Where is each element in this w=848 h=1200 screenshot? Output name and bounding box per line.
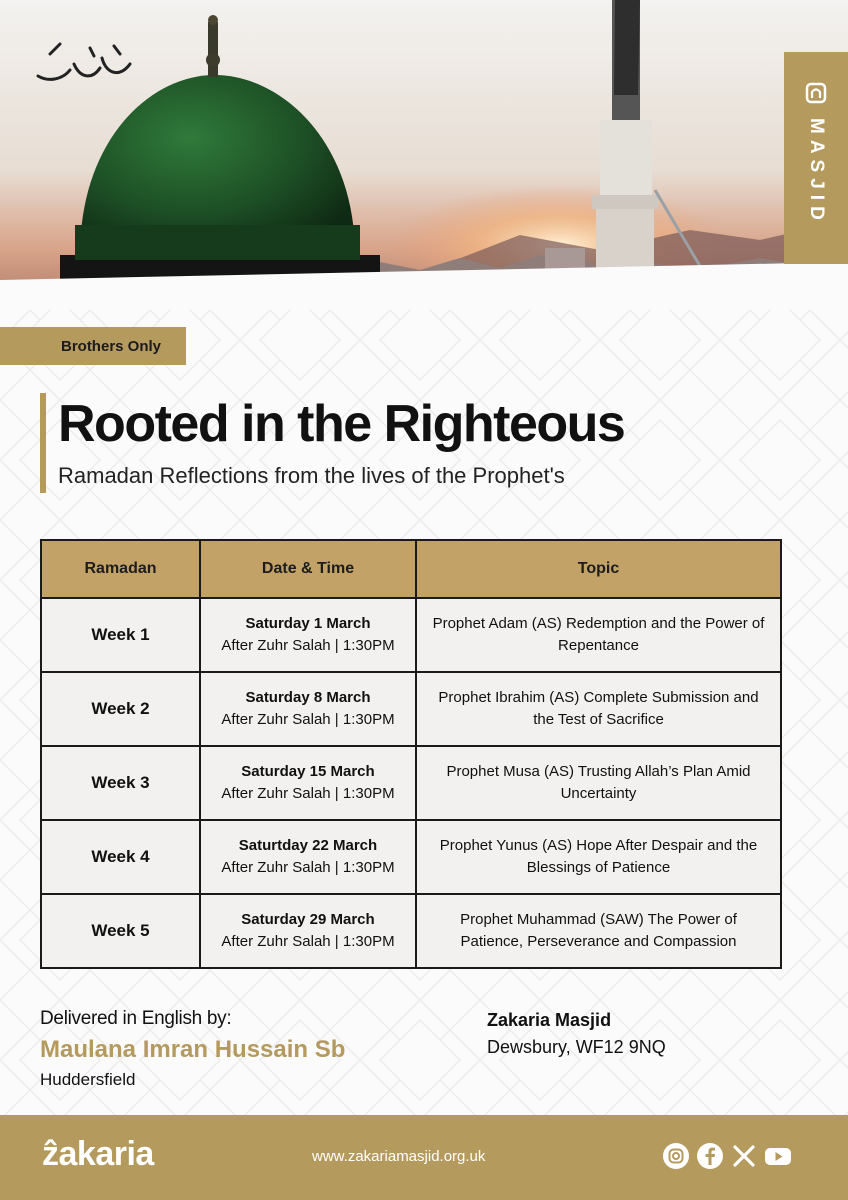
x-icon[interactable] (730, 1142, 758, 1170)
masjid-tab-label: MASJID (806, 118, 827, 226)
instagram-icon[interactable] (662, 1142, 690, 1170)
venue-block (487, 1010, 666, 1058)
presenter-block (40, 1008, 345, 1090)
page-subtitle: Ramadan Reflections from the lives of the Prophet's (58, 463, 565, 488)
date-text: Saturday 15 March (241, 763, 375, 780)
ramadan-calligraphy-icon (30, 34, 140, 94)
date-text: Saturday 8 March (245, 689, 371, 706)
table-row (41, 894, 781, 968)
header-date-time: Date & Time (200, 540, 416, 598)
table-row (41, 598, 781, 672)
time-text: After Zuhr Salah | 1:30PM (221, 711, 395, 728)
date-time-cell (200, 672, 416, 746)
week-cell: Week 5 (41, 894, 200, 968)
presenter-town: Huddersfield (40, 1070, 136, 1089)
time-text: After Zuhr Salah | 1:30PM (221, 859, 395, 876)
date-text: Saturday 29 March (241, 911, 375, 928)
date-text: Saturtday 22 March (238, 837, 378, 854)
table-header-row (41, 540, 781, 598)
header-topic: Topic (416, 540, 781, 598)
date-time-cell (200, 746, 416, 820)
date-time-cell (200, 894, 416, 968)
time-text: After Zuhr Salah | 1:30PM (221, 785, 395, 802)
masjid-logo-icon (805, 82, 827, 104)
time-text: After Zuhr Salah | 1:30PM (221, 933, 395, 950)
zakaria-logo: ẑakaria (42, 1135, 154, 1173)
header-ramadan: Ramadan (41, 540, 200, 598)
hero-image (0, 0, 848, 310)
venue-address: Dewsbury, WF12 9NQ (487, 1037, 666, 1057)
presenter-label: Delivered in English by: (40, 1008, 232, 1029)
table-row (41, 672, 781, 746)
week-cell: Week 4 (41, 820, 200, 894)
footer (0, 1115, 848, 1200)
time-text: After Zuhr Salah | 1:30PM (221, 637, 395, 654)
topic-cell: Prophet Musa (AS) Trusting Allah’s Plan Amid Uncertainty (416, 746, 781, 820)
topic-cell: Prophet Muhammad (SAW) The Power of Patience, Perseverance and Compassion (416, 894, 781, 968)
topic-cell: Prophet Yunus (AS) Hope After Despair and the Blessings of Patience (416, 820, 781, 894)
social-links (662, 1142, 792, 1170)
date-time-cell (200, 598, 416, 672)
topic-cell: Prophet Ibrahim (AS) Complete Submission and the Test of Sacrifice (416, 672, 781, 746)
page-title: Rooted in the Righteous (58, 395, 625, 453)
date-time-cell (200, 820, 416, 894)
table-row (41, 746, 781, 820)
title-block (40, 393, 624, 493)
masjid-side-tab (784, 52, 848, 264)
presenter-name: Maulana Imran Hussain Sb (40, 1036, 346, 1063)
table-row (41, 820, 781, 894)
website-link[interactable]: www.zakariamasjid.org.uk (312, 1148, 486, 1165)
youtube-icon[interactable] (764, 1142, 792, 1170)
topic-cell: Prophet Adam (AS) Redemption and the Power of Repentance (416, 598, 781, 672)
facebook-icon[interactable] (696, 1142, 724, 1170)
week-cell: Week 1 (41, 598, 200, 672)
venue-name: Zakaria Masjid (487, 1010, 612, 1030)
date-text: Saturday 1 March (245, 615, 371, 632)
week-cell: Week 2 (41, 672, 200, 746)
schedule-table (40, 539, 782, 969)
week-cell: Week 3 (41, 746, 200, 820)
audience-badge: Brothers Only (0, 327, 186, 365)
